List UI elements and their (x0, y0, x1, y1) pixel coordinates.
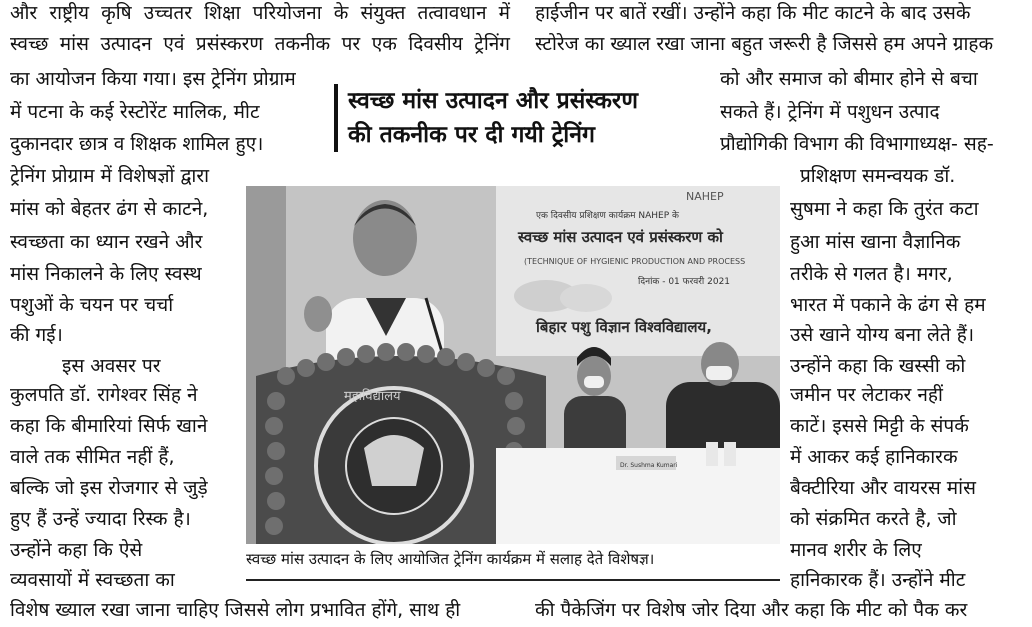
col1-line: उन्होंने कहा कि ऐसे (10, 539, 143, 561)
col1-line: मांस को बेहतर ढंग से काटने, (10, 198, 209, 220)
headline-line-2: की तकनीक पर दी गयी ट्रेनिंग (348, 122, 595, 148)
col2-line: सुषमा ने कहा कि तुरंत कटा (790, 198, 979, 220)
col2-line: बैक्टीरिया और वायरस मांस (790, 477, 976, 499)
col1-line: पशुओं के चयन पर चर्चा (10, 294, 174, 316)
banner-line-3: (TECHNIQUE OF HYGIENIC PRODUCTION AND PROCESS (524, 257, 746, 266)
col1-line: हुए हैं उन्हें ज्यादा रिस्क है। (10, 508, 191, 530)
col1-top-line: और राष्ट्रीय कृषि उच्चतर शिक्षा परियोजना के संयुक्त तत्वावधान में (10, 2, 510, 24)
caption-divider (246, 579, 780, 581)
photo-caption: स्वच्छ मांस उत्पादन के लिए आयोजित ट्रेनिंग कार्यक्रम में सलाह देते विशेषज्ञ। (246, 550, 655, 568)
col1-line: स्वच्छता का ध्यान रखने और (10, 231, 203, 253)
headline-line-1: स्वच्छ मांस उत्पादन और प्रसंस्करण (348, 88, 638, 114)
col2-top-line: को और समाज को बीमार होने से बचा (720, 68, 978, 90)
col1-line: इस अवसर पर (62, 355, 161, 377)
event-photo-illustration (246, 186, 780, 544)
col2-line: मानव शरीर के लिए (790, 539, 922, 561)
name-plate-text: Dr. Sushma Kumari (620, 462, 678, 469)
col2-line: हुआ मांस खाना वैज्ञानिक (790, 231, 961, 253)
col1-line: व्यवसायों में स्वच्छता का (10, 569, 175, 591)
col2-bottom-line: की पैकेजिंग पर विशेष जोर दिया और कहा कि मीट को पैक कर (535, 599, 968, 621)
banner-brand: NAHEP (686, 190, 724, 203)
col1-top-line: दुकानदार छात्र व शिक्षक शामिल हुए। (10, 133, 264, 155)
col2-line: जमीन पर लेटाकर नहीं (790, 384, 943, 406)
event-photo (246, 186, 780, 544)
col1-top-line: स्वच्छ मांस उत्पादन एवं प्रसंस्करण तकनीक पर एक दिवसीय ट्रेनिंग (10, 33, 510, 55)
col1-line: वाले तक सीमित नहीं हैं, (10, 446, 175, 468)
col1-line: कहा कि बीमारियां सिर्फ खाने (10, 415, 208, 437)
col2-line: प्रशिक्षण समन्वयक डॉ. (800, 165, 956, 187)
col2-top-line: प्रौद्योगिकी विभाग की विभागाध्यक्ष- सह- (720, 133, 994, 155)
banner-line-1: एक दिवसीय प्रशिक्षण कार्यक्रम NAHEP के (536, 211, 679, 221)
col2-top-line: सकते हैं। ट्रेनिंग में पशुधन उत्पाद (720, 101, 940, 123)
col2-line: काटें। इससे मिट्टी के संपर्क (790, 415, 969, 437)
banner-university: बिहार पशु विज्ञान विश्वविद्यालय, (536, 318, 712, 336)
col1-line: कुलपति डॉ. रागेश्वर सिंह ने (10, 384, 198, 406)
col2-line: हानिकारक हैं। उन्होंने मीट (790, 569, 966, 591)
col1-line: ट्रेनिंग प्रोग्राम में विशेषज्ञों द्वारा (10, 165, 210, 187)
podium-text: महाविद्यालय (344, 389, 401, 404)
banner-line-2: स्वच्छ मांस उत्पादन एवं प्रसंस्करण को (518, 228, 723, 246)
col2-line: में आकर कई हानिकारक (790, 446, 958, 468)
col2-line: उसे खाने योग्य बना लेते हैं। (790, 324, 975, 346)
col2-line: तरीके से गलत है। मगर, (790, 263, 953, 285)
col1-line: मांस निकालने के लिए स्वस्थ (10, 263, 202, 285)
col1-line: की गई। (10, 324, 63, 346)
col2-top-line: हाईजीन पर बातें रखीं। उन्होंने कहा कि मीट काटने के बाद उसके (535, 2, 971, 24)
speaker-head (353, 200, 417, 276)
article-headline (334, 84, 698, 152)
col2-line: उन्होंने कहा कि खस्सी को (790, 355, 966, 377)
banner-date: दिनांक - 01 फरवरी 2021 (638, 277, 731, 287)
col1-top-line: में पटना के कई रेस्टोरेंट मालिक, मीट (10, 101, 260, 123)
col2-line: को संक्रमित करते है, जो (790, 508, 957, 530)
col1-line: बल्कि जो इस रोजगार से जुड़े (10, 477, 208, 499)
col1-bottom-line: विशेष ख्याल रखा जाना चाहिए जिससे लोग प्रभावित होंगे, साथ ही (10, 599, 461, 621)
speaker-hand (304, 296, 332, 332)
col2-line: भारत में पकाने के ढंग से हम (790, 294, 986, 316)
col1-top-line: का आयोजन किया गया। इस ट्रेनिंग प्रोग्राम (10, 68, 296, 90)
water-bottle (706, 442, 718, 466)
col2-top-line: स्टोरेज का ख्याल रखा जाना बहुत जरूरी है जिससे हम अपने ग्राहक (535, 33, 994, 55)
